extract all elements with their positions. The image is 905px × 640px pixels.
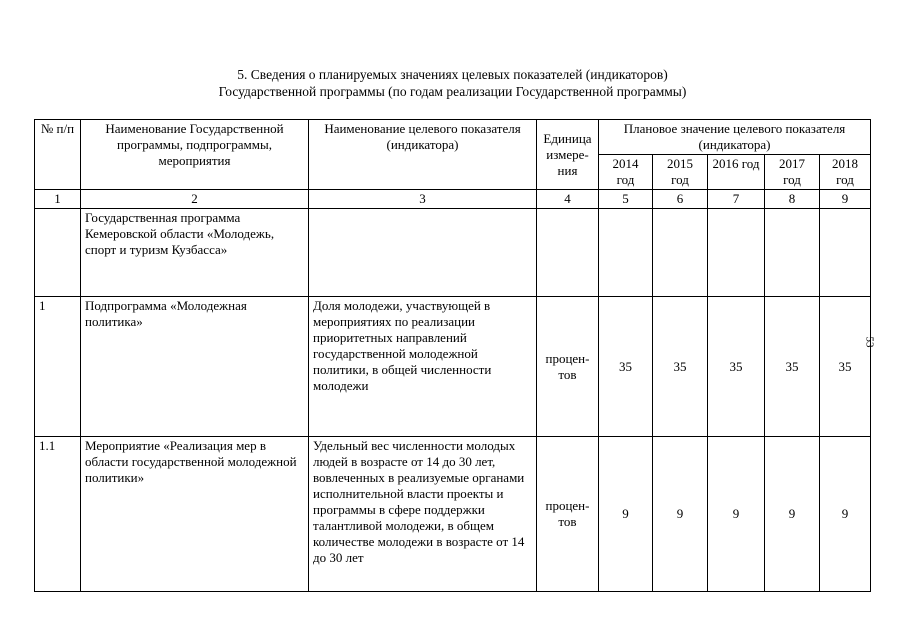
row-value: 9 [653, 437, 708, 592]
column-number: 6 [653, 190, 708, 209]
row-value [765, 209, 820, 297]
table-row [35, 209, 871, 297]
row-unit: процен-тов [537, 437, 599, 592]
column-number: 8 [765, 190, 820, 209]
row-indicator: Доля молодежи, участвующей в мероприятиях по реализации приоритетных направлений государственной молодежной политики, в общей численности молодежи [309, 297, 537, 437]
row-value: 35 [653, 297, 708, 437]
header-row-1 [35, 120, 871, 155]
row-value [708, 209, 765, 297]
row-value [599, 209, 653, 297]
row-value: 35 [765, 297, 820, 437]
row-value: 35 [708, 297, 765, 437]
row-program: Подпрограмма «Молодежная политика» [81, 297, 309, 437]
table-row [35, 297, 871, 437]
column-number: 9 [820, 190, 871, 209]
row-value [820, 209, 871, 297]
title-line-2: Государственной программы (по годам реализации Государственной программы) [218, 84, 687, 99]
header-year: 2017 год [765, 155, 820, 190]
row-program: Мероприятие «Реализация мер в области государственной молодежной политики» [81, 437, 309, 592]
header-num: № п/п [35, 120, 81, 190]
page-number: 53 [863, 336, 876, 348]
row-value: 9 [708, 437, 765, 592]
row-program: Государственная программа Кемеровской области «Молодежь, спорт и туризм Кузбасса» [81, 209, 309, 297]
row-value [653, 209, 708, 297]
column-number: 7 [708, 190, 765, 209]
row-value: 9 [765, 437, 820, 592]
column-number: 3 [309, 190, 537, 209]
header-year: 2016 год [708, 155, 765, 190]
header-planned-value: Плановое значение целевого показателя (индикатора) [599, 120, 871, 155]
row-value: 9 [820, 437, 871, 592]
header-program: Наименование Государственной программы, подпрограммы, мероприятия [81, 120, 309, 190]
column-number-row [35, 190, 871, 209]
row-unit [537, 209, 599, 297]
row-unit: процен-тов [537, 297, 599, 437]
row-value: 9 [599, 437, 653, 592]
header-unit: Единица измере-ния [537, 120, 599, 190]
title-line-1: 5. Сведения о планируемых значениях целевых показателей (индикаторов) [237, 67, 668, 82]
row-value: 35 [820, 297, 871, 437]
document-title [0, 66, 905, 100]
column-number: 5 [599, 190, 653, 209]
column-number: 1 [35, 190, 81, 209]
row-value: 35 [599, 297, 653, 437]
row-indicator [309, 209, 537, 297]
row-num: 1.1 [35, 437, 81, 592]
table-row [35, 437, 871, 592]
header-indicator: Наименование целевого показателя (индикатора) [309, 120, 537, 190]
header-year: 2018 год [820, 155, 871, 190]
column-number: 4 [537, 190, 599, 209]
column-number: 2 [81, 190, 309, 209]
row-num [35, 209, 81, 297]
header-year: 2015 год [653, 155, 708, 190]
header-year: 2014 год [599, 155, 653, 190]
row-indicator: Удельный вес численности молодых людей в возрасте от 14 до 30 лет, вовлеченных в реализуемые органами исполнительной власти проекты и программы в сфере поддержки талантливой молодежи, в общем количестве молодежи в возрасте от 14 до 30 лет [309, 437, 537, 592]
row-num: 1 [35, 297, 81, 437]
indicators-table [34, 119, 871, 592]
